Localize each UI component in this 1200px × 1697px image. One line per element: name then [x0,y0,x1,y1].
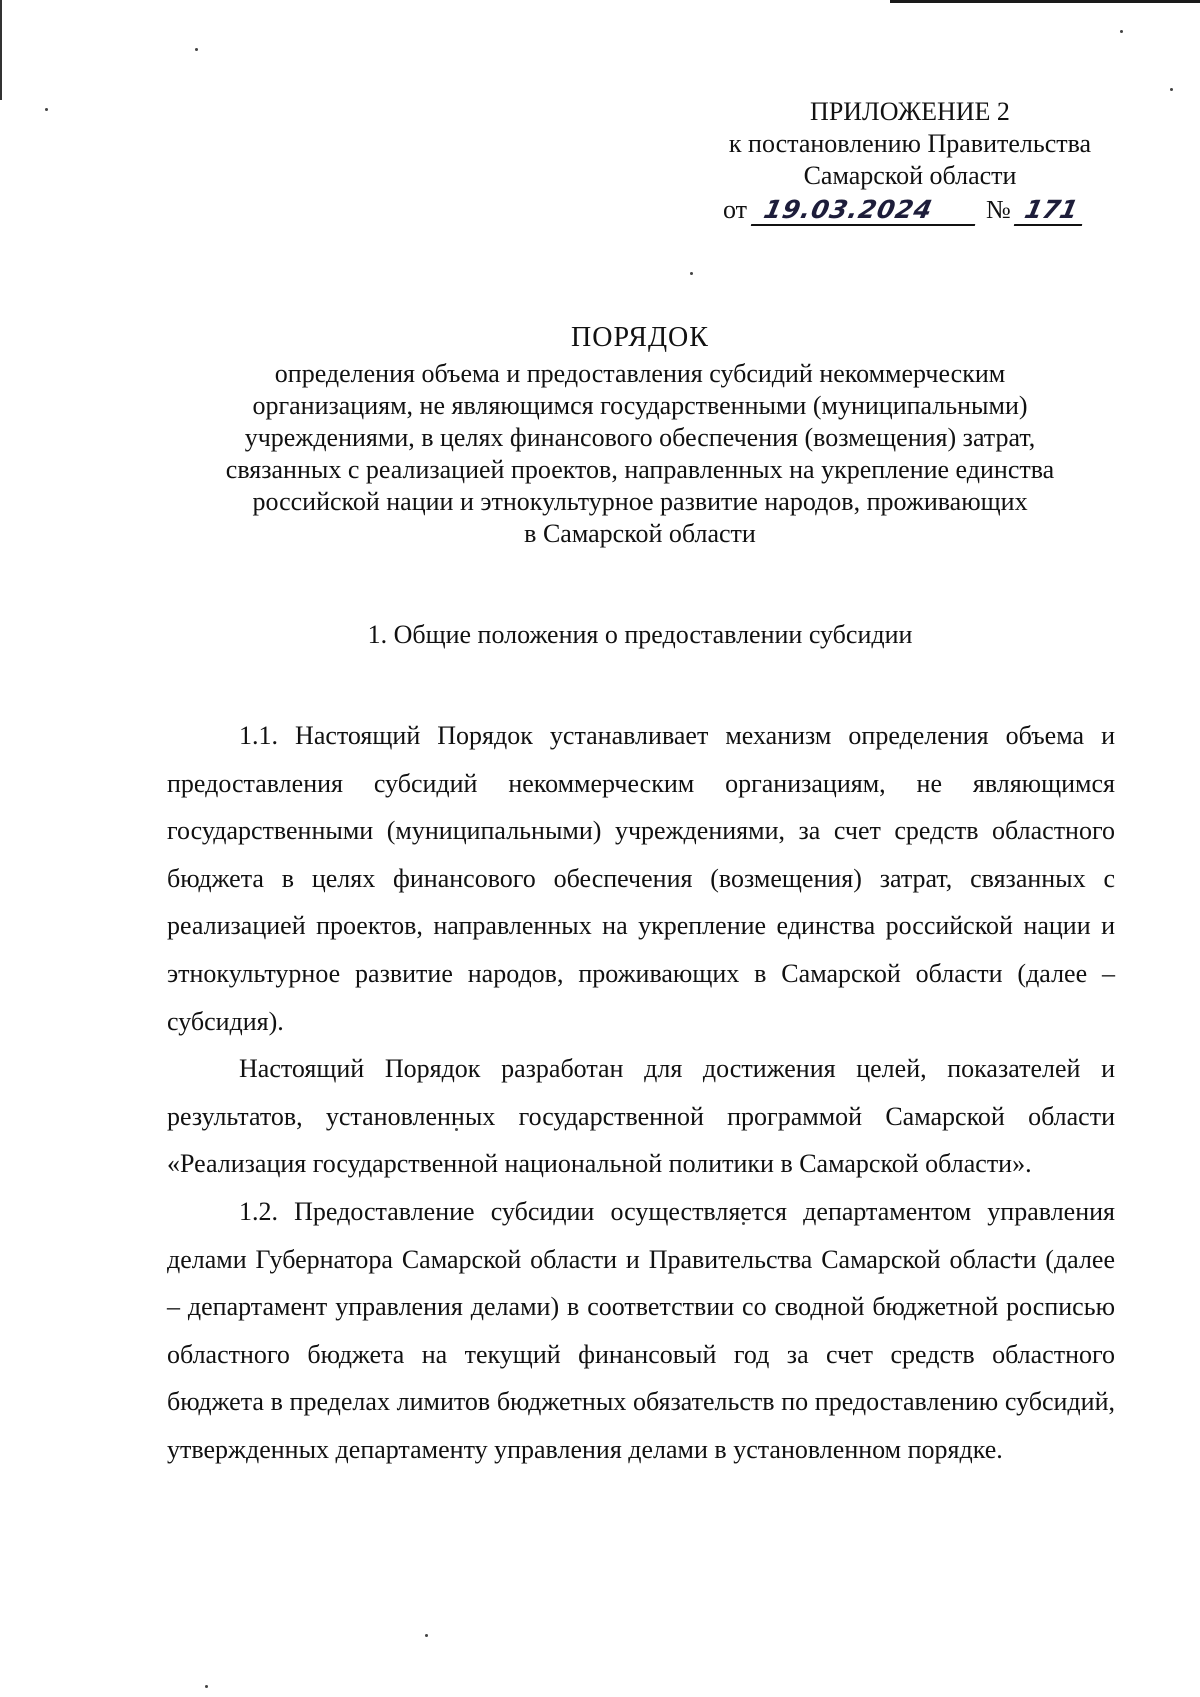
subtitle-line: определения объема и предоставления субсидий некоммерческим [274,359,1006,388]
subtitle-line: связанных с реализацией проектов, направленных на укрепление единства [225,455,1055,484]
subtitle-line: в Самарской области [524,519,756,548]
paragraph: Настоящий Порядок разработан для достижения целей, показателей и результатов, установленных государственной программой Самарской области «Реализация государственной национальной политики в Самарской области». [167,1054,1115,1179]
scan-speck [45,108,48,111]
handwritten-number: 171 [1014,196,1088,226]
annex-region-line: Самарской области [803,161,1017,190]
date-prefix: от [723,195,748,224]
annex-resolution-line: к постановлению Правительства [728,129,1092,158]
section-heading: 1. Общие положения о предоставлении субсидии [367,620,913,649]
number-prefix: № [986,195,1011,224]
subtitle-line: учреждениями, в целях финансового обеспечения (возмещения) затрат, [244,423,1036,452]
subtitle-line: организациям, не являющимся государственными (муниципальными) [252,391,1028,420]
scan-speck [1120,30,1123,33]
annex-date-row [690,194,1130,230]
paragraph: 1.2. Предоставление субсидии осуществляется департаментом управления делами Губернатора Самарской области и Правительства Самарской области (далее – департамент управления делами) в соответствии со сводной бюджетной росписью областного бюджета на текущий финансовый год за счет средств областного бюджета в пределах лимитов бюджетных обязательств по предоставлению субсидий, утвержденных департаменту управления делами в установленном порядке. [167,1196,1115,1464]
annex-header [690,96,1130,230]
scan-speck [1170,88,1173,91]
annex-title: ПРИЛОЖЕНИЕ 2 [810,97,1010,126]
scan-edge-mark [0,0,2,100]
document-body [167,712,1115,1474]
paragraph: 1.1. Настоящий Порядок устанавливает механизм определения объема и предоставления субсидий некоммерческим организациям, не являющимся государственными (муниципальными) учреждениями, за счет средств областного бюджета в целях финансового обеспечения (возмещения) затрат, связанных с реализацией проектов, направленных на укрепление единства российской нации и этнокультурное развитие народов, проживающих в Самарской области (далее – субсидия). [167,721,1115,1036]
document-title-block [150,322,1130,550]
scan-speck [425,1634,428,1637]
scan-edge-line [890,0,1200,3]
scan-speck [195,48,198,51]
scan-speck [690,272,693,275]
handwritten-date: 19.03.2024 [750,196,980,226]
document-title: ПОРЯДОК [571,322,709,353]
subtitle-line: российской нации и этнокультурное развитие народов, проживающих [252,487,1028,516]
scan-speck [205,1685,208,1688]
